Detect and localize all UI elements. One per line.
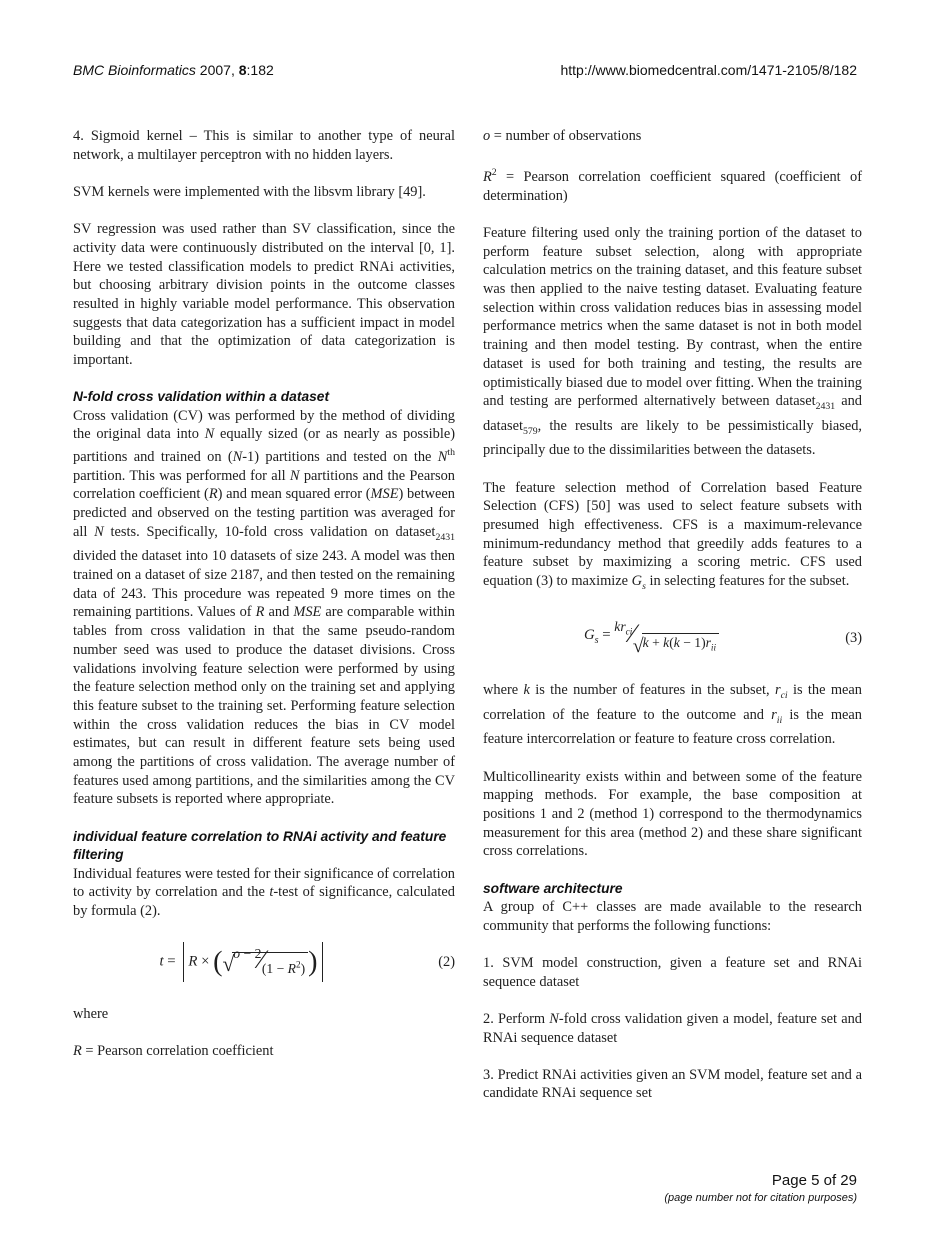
heading-nfold-cross-validation: N-fold cross validation within a dataset <box>73 389 330 405</box>
paragraph-cross-validation: Cross validation (CV) was performed by the method of dividing the original data into N equally sized (or as nearly as possible) partitions and trained on (N-1) partitions and tested on the $N^{th}$ partition. This was performed for all N partitions and the Pearson correlation coefficient (R) and mean squared error (MSE) between predicted and observed on the testing partition was averaged for all N tests. Specifically, 10-fold cross validation on dataset$_{2431}$ divided the dataset into 10 datasets of size 243. A model was then trained on a dataset of size 2187, and then tested on the remaining data of 243. This procedure was repeated 9 more times on the remaining partitions. Values of R and MSE are comparable within tables from cross validation in that the same pseudo-random number seed was used to produce the dataset divisions. Cross validations involving feature selection were performed by using the feature selection method only on the training set and applying this feature subset to the training set. Performing feature selection within the cross validation reduces the bias in CV model estimates, but can result in different feature sets being used among the partitions of cross validation. The average number of features used among partitions, and the similarities among the CV feature subsets is reported where appropriate. <box>73 407 455 808</box>
paragraph-multicollinearity: Multicollinearity exists within and between some of the feature mapping methods. For example, the base composition at positions 1 and 2 (method 1) correspond to the thermodynamics measurement for this area (method 2) and these share significant cross correlations. <box>483 768 862 860</box>
article-url: http://www.biomedcentral.com/1471-2105/8/182 <box>560 62 857 78</box>
paragraph-o-definition: o = number of observations <box>483 128 642 144</box>
journal-citation: BMC Bioinformatics 2007, 8:182 <box>73 62 274 78</box>
paragraph-where: where <box>73 1006 109 1023</box>
paragraph-function-item-1: 1. SVM model construction, given a feature set and RNAi sequence dataset <box>483 954 862 990</box>
equation-2-number: (2) <box>438 953 455 970</box>
heading-software-architecture: software architecture <box>483 880 623 896</box>
paragraph-feature-filtering: Feature filtering used only the training portion of the dataset to perform feature subset selection, along with appropriate calculation metrics on the training dataset, and this feature subset was then applied to the naive testing dataset. Evaluating feature selection within cross validation reduces bias in assessing model performance metrics when the same dataset is not in both model training and then model testing. By contrast, when the entire dataset is used for both training and testing, the results are optimistically biased due to model over fitting. When the training and testing are performed alternatively between dataset$_{2431}$ and dataset$_{579}$, the results are likely to be pessimistically biased, principally due to the dissimilarities between the datasets. <box>483 224 862 459</box>
paragraph-cpp-classes: A group of C++ classes are made available to the research community that performs the following functions: <box>483 899 862 934</box>
equation-2-formula: t = R × (√o − 2⁄(1 − $R^2$) ) <box>73 942 413 982</box>
two-column-body <box>73 127 862 1122</box>
page-number: Page 5 of 29 <box>771 1172 857 1189</box>
paragraph-r-definition: R = Pearson correlation coefficient <box>73 1043 274 1060</box>
paragraph-individual-features: Individual features were tested for their significance of correlation to activity by correlation and the t-test of significance, calculated by formula (2). <box>73 865 456 920</box>
heading-individual-feature-correlation: individual feature correlation to RNAi activity and feature filtering <box>73 828 447 863</box>
paragraph-sv-regression: SV regression was used rather than SV classification, since the activity data were continuously distributed on the interval [0, 1]. Here we tested classification models to predict RNAi activities, but choosing arbitrary division points in the outcome classes resulted in highly variable model performance. This observation suggests that data categorization has a sufficient impact in model building and that the optimization of data categorization is important. <box>73 221 455 369</box>
citation-note: (page number not for citation purposes) <box>664 1192 857 1204</box>
left-column <box>73 127 455 1122</box>
right-column <box>483 127 862 1122</box>
equation-3-number: (3) <box>845 629 862 646</box>
paragraph-libsvm: SVM kernels were implemented with the libsvm library [49]. <box>73 183 426 200</box>
paragraph-function-item-2: 2. Perform N-fold cross validation given a model, feature set and RNAi sequence dataset <box>483 1010 862 1046</box>
paragraph-function-item-3: 3. Predict RNAi activities given an SVM model, feature set and a candidate RNAi sequence set <box>483 1066 862 1102</box>
equation-3 <box>483 615 862 661</box>
paragraph-sigmoid-kernel: 4. Sigmoid kernel – This is similar to another type of neural network, a multilayer perceptron with no hidden layers. <box>73 128 455 163</box>
paragraph-where-k: where k is the number of features in the subset, $r_{ci}$ is the mean correlation of the feature to the outcome and $r_{ii}$ is the mean feature intercorrelation or feature to feature cross correlation. <box>483 682 862 748</box>
equation-2 <box>73 939 455 985</box>
paragraph-cfs: The feature selection method of Correlation based Feature Selection (CFS) [50] was used to select feature subsets with presumed high effectiveness. CFS is a maximum-relevance minimum-redundancy method that greedily adds features to a feature subset by maximizing a scoring metric. CFS used equation (3) to maximize $G_s$ in selecting features for the subset. <box>483 479 862 592</box>
paragraph-r2-definition: $R^2$ = Pearson correlation coefficient squared (coefficient of determination) <box>483 167 862 204</box>
page-footer <box>664 1172 857 1204</box>
page-header <box>73 62 857 78</box>
equation-3-formula: $G_s$ = $kr_{ci}⁄√k + k(k - 1)r_{ii}$ <box>483 618 820 658</box>
